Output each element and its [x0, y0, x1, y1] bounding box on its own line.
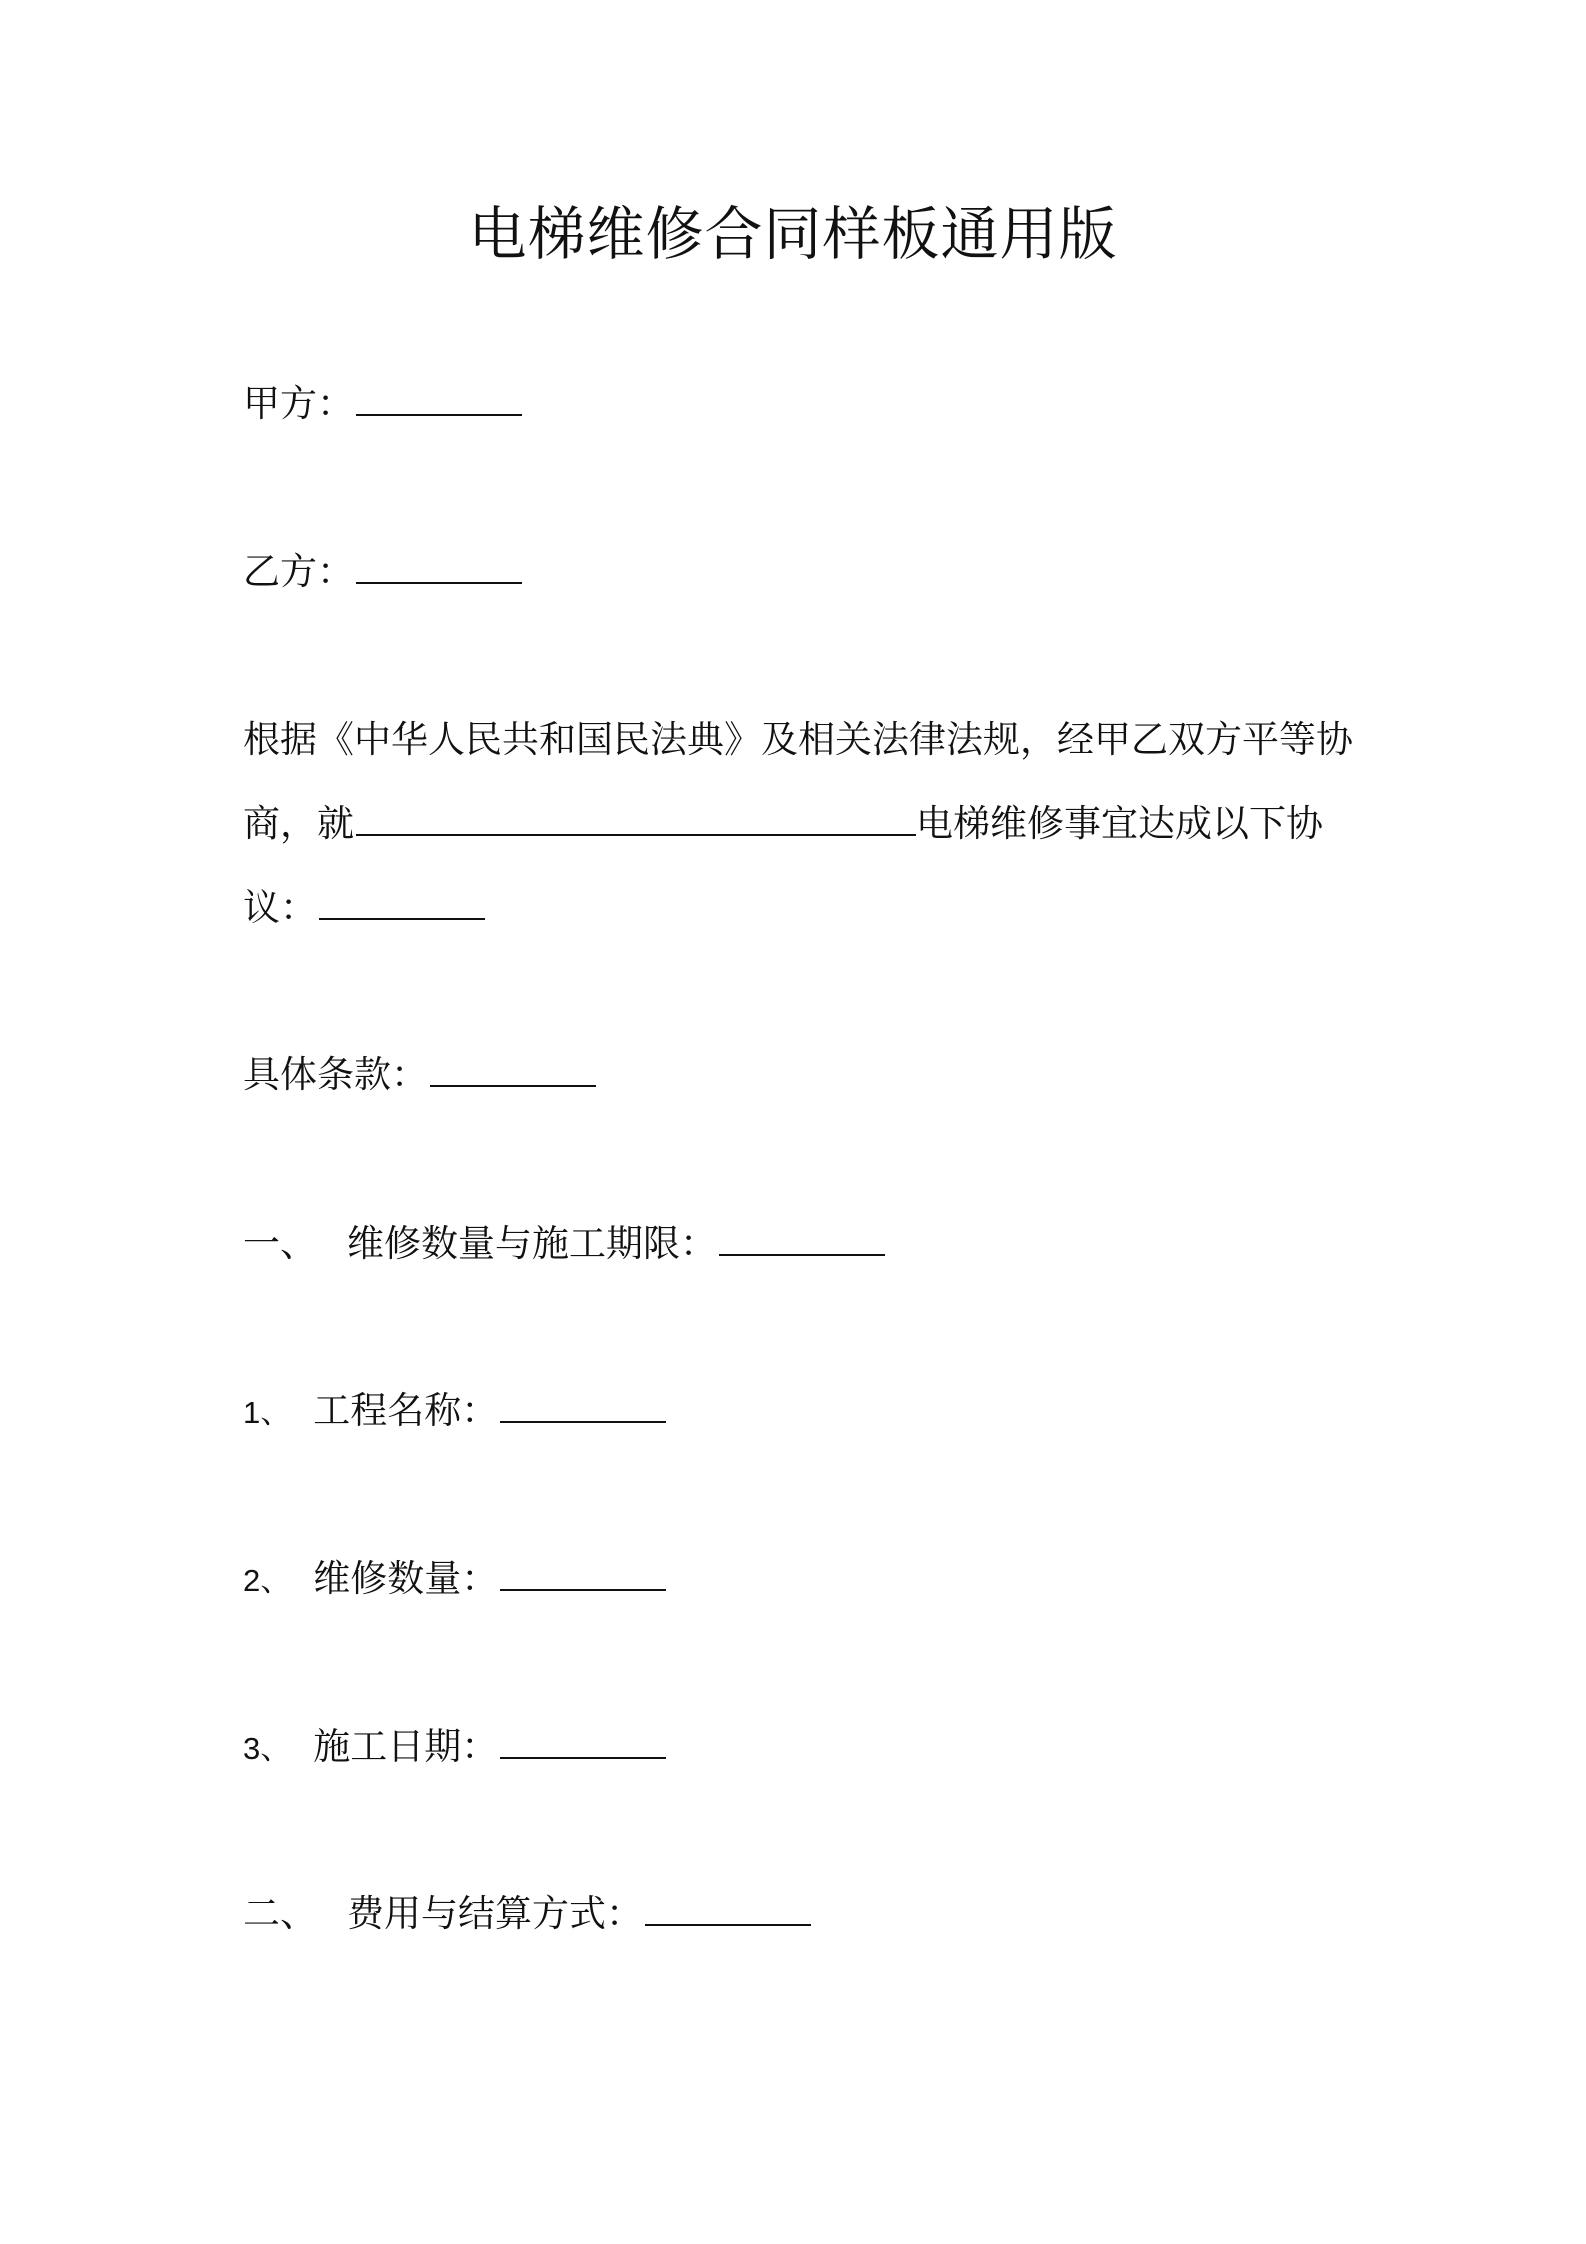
party-a-blank[interactable] [356, 378, 522, 416]
item-1-blank[interactable] [500, 1385, 666, 1423]
terms-blank[interactable] [430, 1049, 596, 1087]
document-title: 电梯维修合同样板通用版 [468, 200, 1118, 268]
section-1-label: 维修数量与施工期限： [347, 1222, 717, 1265]
intro-text-1: 根据《中华人民共和国民法典》及相关法律法规，经甲乙双方平等协 [243, 718, 1353, 761]
item-2-blank[interactable] [500, 1553, 666, 1591]
party-a-label: 甲方： [243, 382, 354, 425]
party-b-line [243, 546, 522, 597]
item-2-number: 2、 [243, 1563, 292, 1598]
section-2-line [243, 1888, 811, 1939]
item-3-line [243, 1721, 666, 1774]
intro-line-3 [243, 882, 485, 933]
intro-line-1 [243, 715, 1353, 765]
intro-text-2-prefix: 商，就 [243, 802, 354, 845]
item-3-blank[interactable] [500, 1721, 666, 1759]
terms-label: 具体条款： [243, 1053, 428, 1096]
section-1-line [243, 1218, 885, 1269]
section-2-number: 二、 [243, 1892, 317, 1935]
item-2-label: 维修数量： [313, 1557, 499, 1600]
party-a-line [243, 378, 522, 429]
item-1-line [243, 1385, 666, 1438]
party-b-label: 乙方： [243, 550, 354, 593]
item-3-number: 3、 [243, 1731, 292, 1766]
section-2-label: 费用与结算方式： [347, 1892, 643, 1935]
section-1-number: 一、 [243, 1222, 317, 1265]
item-1-label: 工程名称： [313, 1389, 499, 1432]
section-2-blank[interactable] [645, 1888, 811, 1926]
item-3-label: 施工日期： [313, 1725, 499, 1768]
item-1-number: 1、 [243, 1395, 292, 1430]
terms-line [243, 1049, 596, 1100]
agreement-blank[interactable] [319, 882, 485, 920]
party-b-blank[interactable] [356, 546, 522, 584]
project-name-blank[interactable] [356, 798, 916, 836]
intro-text-2-suffix: 电梯维修事宜达成以下协 [916, 802, 1323, 845]
item-2-line [243, 1553, 666, 1606]
intro-text-3: 议： [243, 886, 317, 929]
section-1-blank[interactable] [719, 1218, 885, 1256]
intro-line-2 [243, 798, 1323, 849]
